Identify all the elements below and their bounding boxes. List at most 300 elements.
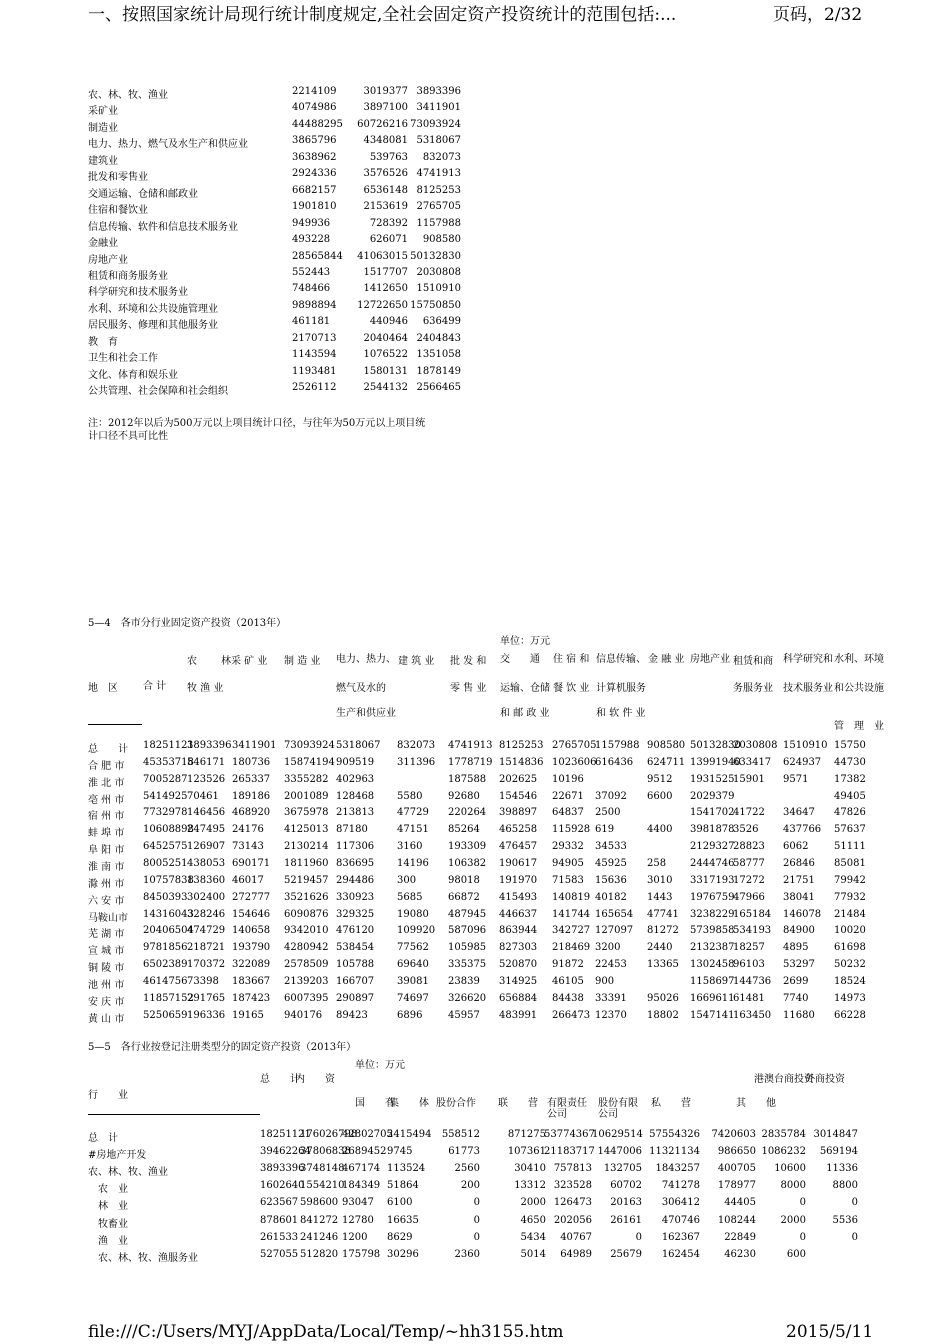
- table3-cell: 11321134: [649, 1146, 700, 1158]
- table2-cell: 29332: [552, 841, 584, 853]
- table2-cell: 66872: [448, 891, 480, 903]
- table2-cell: 77932: [834, 891, 866, 903]
- table2-cell: 123526: [187, 773, 226, 785]
- table1-row-value-2011: 949936: [292, 217, 331, 229]
- table3-cell: 3893396: [260, 1163, 305, 1175]
- table2-cell: 2500: [595, 807, 621, 819]
- table2-cell: 71583: [552, 874, 584, 886]
- table1-row-name: 住宿和餐饮业: [88, 205, 148, 217]
- table3-cell: 2360: [454, 1248, 480, 1260]
- table3-cell: 467174: [342, 1163, 381, 1175]
- table1-row-value-2011: 4074986: [292, 102, 337, 114]
- table2-cell: 832073: [397, 740, 436, 751]
- table2-cell: 6452575: [143, 841, 188, 853]
- table2-cell: 328246: [187, 908, 226, 920]
- table3-cell: 16635: [387, 1214, 419, 1226]
- table3-cell: 261533: [260, 1231, 299, 1243]
- table2-cell: 92680: [448, 790, 480, 802]
- table2-row-region: 宿 州 市: [88, 811, 125, 823]
- table2-cell: 3160: [397, 841, 423, 853]
- table3-cell: 241246: [300, 1231, 339, 1243]
- table2-cell: 474729: [187, 925, 226, 937]
- table2-cell: 154546: [499, 790, 538, 802]
- table2-cell: 1510910: [783, 740, 828, 751]
- table2-cell: 127097: [595, 925, 634, 937]
- table1-row-value-2013: 1878149: [416, 365, 461, 377]
- table1-row-value-2013: 832073: [422, 151, 461, 163]
- table1-row-value-2013: 908580: [422, 234, 461, 246]
- table2-header-manu: 制 造 业: [284, 656, 321, 667]
- table2-cell: 144736: [733, 975, 772, 987]
- table3-cell: 0: [851, 1197, 858, 1209]
- table2-cell: 1669611: [690, 992, 735, 1004]
- table3-cell: 200: [460, 1180, 480, 1192]
- table2-cell: 2139203: [284, 975, 329, 987]
- table1-row-value-2013: 3411901: [416, 102, 461, 114]
- table2-cell: 6062: [783, 841, 809, 853]
- table2-cell: 191970: [499, 874, 538, 886]
- table1-row-value-2013: 1157988: [416, 217, 461, 229]
- table3-row-name: 牧畜业: [88, 1218, 128, 1230]
- table3-cell: 93047: [342, 1197, 374, 1209]
- table1-row-name: 金融业: [88, 238, 118, 250]
- table2-cell: 11857152: [143, 992, 194, 1004]
- table1-row-name: 卫生和社会工作: [88, 353, 158, 365]
- table2-cell: 1158697: [690, 975, 735, 987]
- table2-cell: 656884: [499, 992, 538, 1004]
- table3-title: 5—5 各行业按登记注册类型分的固定资产投资（2013年）: [88, 1042, 357, 1053]
- table2-cell: 7005287: [143, 773, 188, 785]
- table2-cell: 10757838: [143, 874, 194, 886]
- table2-cell: 546171: [187, 756, 226, 768]
- table2-cell: 2699: [783, 975, 809, 987]
- table3-cell: 4650: [520, 1214, 546, 1226]
- table2-cell: 3675978: [284, 807, 329, 819]
- table3-row-name: 总 计: [88, 1133, 118, 1144]
- page-number: 页码，2/32: [773, 5, 863, 25]
- table3-header-llc2: 公司: [547, 1109, 567, 1120]
- table3-cell: 10600: [774, 1163, 806, 1175]
- table3-cell: 30296: [387, 1248, 419, 1260]
- table3-header-hmt: 港澳台商投资: [754, 1074, 814, 1085]
- table2-cell: 146078: [783, 908, 822, 920]
- table2-cell: 183667: [232, 975, 271, 987]
- table2-cell: 483991: [499, 1009, 538, 1021]
- table3-cell: 0: [799, 1231, 806, 1243]
- table1-row-value-2013: 1510910: [416, 283, 461, 295]
- table2-cell: 13991940: [690, 756, 741, 768]
- table2-header-fin: 金 融 业: [648, 654, 685, 665]
- table2-unit: 单位：万元: [500, 636, 550, 647]
- table3-cell: 8800: [832, 1180, 858, 1192]
- table1-row-value-2011: 2924336: [292, 168, 337, 180]
- table2-cell: 85081: [834, 857, 866, 869]
- table2-cell: 290897: [336, 992, 375, 1004]
- table2-cell: 23839: [448, 975, 480, 987]
- table2-cell: 534193: [733, 925, 772, 937]
- table2-cell: 1302458: [690, 959, 735, 971]
- table1-row-value-2011: 493228: [292, 234, 331, 246]
- table2-header-trans2: 运输、仓储: [500, 683, 550, 694]
- table2-cell: 2129327: [690, 841, 735, 853]
- table3-cell: 871275: [507, 1129, 546, 1140]
- table1-row-value-2013: 50132830: [410, 250, 461, 262]
- table2-cell: 6007395: [284, 992, 329, 1004]
- table2-cell: 58777: [733, 857, 765, 869]
- table2-cell: 74697: [397, 992, 429, 1004]
- table3-cell: 986650: [717, 1146, 756, 1158]
- table3-cell: 2835784: [761, 1129, 806, 1140]
- table3-cell: 108244: [717, 1214, 756, 1226]
- table2-header-trade1: 批 发 和: [450, 656, 487, 667]
- table2-cell: 47729: [397, 807, 429, 819]
- table2-cell: 73398: [187, 975, 219, 987]
- table3-cell: 176026798: [300, 1129, 358, 1140]
- table2-cell: 193309: [448, 841, 487, 853]
- table2-header-real: 房地产业: [690, 654, 730, 665]
- table2-cell: 19165: [232, 1009, 264, 1021]
- table3-cell: 11336: [826, 1163, 858, 1175]
- table2-cell: 73143: [232, 841, 264, 853]
- table3-header-rule: [88, 1114, 260, 1115]
- table3-cell: 5536: [832, 1214, 858, 1226]
- table2-cell: 98018: [448, 874, 480, 886]
- table2-cell: 476457: [499, 841, 538, 853]
- table1-row-value-2013: 73093924: [410, 118, 461, 130]
- table2-cell: 79942: [834, 874, 866, 886]
- table2-cell: 1931525: [690, 773, 735, 785]
- table1-row-value-2012: 539763: [369, 151, 408, 163]
- table2-cell: 3526: [733, 824, 759, 836]
- table2-cell: 836695: [336, 857, 375, 869]
- table2-cell: 22453: [595, 959, 627, 971]
- table1-row-value-2013: 8125253: [416, 184, 461, 196]
- table2-header-lease1: 租赁和商: [733, 656, 773, 667]
- table2-cell: 115928: [552, 824, 591, 836]
- table2-cell: 5250659: [143, 1009, 188, 1021]
- table2-cell: 342727: [552, 925, 591, 937]
- table2-header-agri2: 牧 渔 业: [187, 683, 224, 694]
- table2-cell: 13365: [647, 959, 679, 971]
- table2-row-region: 池 州 市: [88, 979, 125, 991]
- table3-header-stock1: 股份有限: [598, 1098, 638, 1109]
- table2-cell: 1778719: [448, 756, 493, 768]
- table2-cell: 17272: [733, 874, 765, 886]
- table3-header-llc1: 有限责任: [547, 1098, 587, 1109]
- table3-header-foreign: 外商投资: [805, 1074, 845, 1085]
- table3-cell: 18251121: [260, 1129, 311, 1140]
- table2-header-power3: 生产和供应业: [336, 708, 396, 719]
- table3-row-name: 农、林、牧、渔服务业: [88, 1252, 198, 1264]
- table2-cell: 8450393: [143, 891, 188, 903]
- table1-row-name: 租赁和商务服务业: [88, 270, 168, 282]
- table2-cell: 291765: [187, 992, 226, 1004]
- table3-cell: 12780: [342, 1214, 374, 1226]
- table2-cell: 3981878: [690, 824, 735, 836]
- table3-cell: 400705: [717, 1163, 756, 1175]
- table2-cell: 17382: [834, 773, 866, 785]
- table3-cell: 13312: [514, 1180, 546, 1192]
- table3-cell: 0: [635, 1231, 642, 1243]
- table1-row-name: 农、林、牧、渔业: [88, 90, 168, 101]
- table2-cell: 322089: [232, 959, 271, 971]
- table2-cell: 1514836: [499, 756, 544, 768]
- table2-cell: 446637: [499, 908, 538, 920]
- table2-cell: 66228: [834, 1009, 866, 1021]
- table2-cell: 20406504: [143, 925, 194, 937]
- table2-cell: 5580: [397, 790, 423, 802]
- table2-cell: 84900: [783, 925, 815, 937]
- table2-cell: 45353718: [143, 756, 194, 768]
- table2-cell: 294486: [336, 874, 375, 886]
- table2-title: 5—4 各市分行业固定资产投资（2013年）: [88, 618, 287, 629]
- table2-cell: 487945: [448, 908, 487, 920]
- table1-row-name: 批发和零售业: [88, 172, 148, 184]
- table3-cell: 0: [473, 1214, 480, 1226]
- table3-row-name: 林 业: [88, 1201, 128, 1213]
- table1-row-value-2011: 748466: [292, 283, 331, 295]
- table2-cell: 50232: [834, 959, 866, 971]
- table2-cell: 46017: [232, 874, 264, 886]
- table2-header-it3: 和 软 件 业: [596, 708, 646, 719]
- table3-cell: 132705: [603, 1163, 642, 1175]
- table2-cell: 190617: [499, 857, 538, 869]
- table3-cell: 5014: [520, 1248, 546, 1260]
- table2-row-region: 安 庆 市: [88, 996, 125, 1008]
- table2-cell: 109920: [397, 925, 436, 937]
- table2-cell: 40182: [595, 891, 627, 903]
- table2-cell: 11680: [783, 1009, 815, 1021]
- table2-header-trans1: 交 通: [500, 654, 540, 665]
- table2-row-region: 马鞍山市: [88, 912, 128, 924]
- table3-cell: 1554210: [300, 1180, 345, 1192]
- table2-cell: 265337: [232, 773, 271, 785]
- table2-cell: 163450: [733, 1009, 772, 1021]
- table3-header-stock2: 公司: [598, 1109, 618, 1120]
- table2-cell: 105788: [336, 959, 375, 971]
- table1-row-value-2012: 3897100: [363, 102, 408, 114]
- table2-cell: 311396: [397, 756, 436, 768]
- table2-cell: 9571: [783, 773, 809, 785]
- table2-cell: 141744: [552, 908, 591, 920]
- table2-cell: 335375: [448, 959, 487, 971]
- table2-cell: 6600: [647, 790, 673, 802]
- table2-header-total: 合 计: [143, 681, 167, 692]
- table1-row-value-2012: 4348081: [363, 135, 408, 147]
- table3-header-total: 总 计: [260, 1074, 300, 1085]
- table2-cell: 624937: [783, 756, 822, 768]
- table2-cell: 18251121: [143, 740, 194, 751]
- table2-cell: 140819: [552, 891, 591, 903]
- table1-row-value-2013: 5318067: [416, 135, 461, 147]
- table2-cell: 616436: [595, 756, 634, 768]
- table3-cell: 51864: [387, 1180, 419, 1192]
- table2-header-trade2: 零 售 业: [450, 683, 487, 694]
- table2-cell: 70461: [187, 790, 219, 802]
- table2-cell: 117306: [336, 841, 375, 853]
- table2-cell: 94905: [552, 857, 584, 869]
- table2-cell: 9342010: [284, 925, 329, 937]
- table3-unit: 单位：万元: [355, 1060, 405, 1071]
- table2-cell: 415493: [499, 891, 538, 903]
- table3-row-name: 农、林、牧、渔业: [88, 1167, 168, 1179]
- table2-cell: 47741: [647, 908, 679, 920]
- table2-header-power2: 燃气及水的: [336, 683, 386, 694]
- table1-row-value-2012: 1412650: [363, 283, 408, 295]
- table1-row-value-2011: 1193481: [292, 365, 337, 377]
- table2-header-hotel2: 餐 饮 业: [553, 683, 590, 694]
- table2-cell: 49405: [834, 790, 866, 802]
- table1-row-value-2011: 3638962: [292, 151, 337, 163]
- table2-cell: 24176: [232, 824, 264, 836]
- table2-header-it2: 计算机服务: [596, 683, 646, 694]
- table3-cell: 1843257: [655, 1163, 700, 1175]
- table1-row-value-2011: 2170713: [292, 332, 337, 344]
- table3-cell: 1086232: [761, 1146, 806, 1158]
- table2-cell: 302400: [187, 891, 226, 903]
- table2-cell: 258: [647, 857, 667, 869]
- table1-row-value-2011: 2214109: [292, 86, 337, 97]
- table2-cell: 2030808: [733, 740, 778, 751]
- table3-cell: 323528: [553, 1180, 592, 1192]
- table2-header-constr: 建 筑 业: [398, 656, 435, 667]
- table2-cell: 193790: [232, 942, 271, 954]
- table3-cell: 878601: [260, 1214, 299, 1226]
- table2-cell: 91872: [552, 959, 584, 971]
- table2-header-water2: 和公共设施: [834, 683, 884, 694]
- table2-cell: 520870: [499, 959, 538, 971]
- table2-cell: 220264: [448, 807, 487, 819]
- table2-cell: 202625: [499, 773, 538, 785]
- table2-cell: 3411901: [232, 740, 277, 751]
- table2-cell: 14316043: [143, 908, 194, 920]
- table1-row-value-2012: 41063015: [357, 250, 408, 262]
- table2-cell: 1443: [647, 891, 673, 903]
- table2-cell: 2130214: [284, 841, 329, 853]
- table2-cell: 85264: [448, 824, 480, 836]
- table3-cell: 3014847: [813, 1129, 858, 1140]
- table2-cell: 5685: [397, 891, 423, 903]
- table2-cell: 468920: [232, 807, 271, 819]
- table2-cell: 77562: [397, 942, 429, 954]
- table3-cell: 306412: [661, 1197, 700, 1209]
- table2-cell: 61698: [834, 942, 866, 954]
- table3-cell: 0: [799, 1197, 806, 1209]
- table2-cell: 213813: [336, 807, 375, 819]
- table3-cell: 113524: [387, 1163, 426, 1175]
- table2-cell: 73093924: [284, 740, 335, 751]
- table2-row-region: 六 安 市: [88, 895, 125, 907]
- table2-cell: 166707: [336, 975, 375, 987]
- table2-cell: 218721: [187, 942, 226, 954]
- table1-row-value-2012: 1517707: [363, 266, 408, 278]
- table2-cell: 47826: [834, 807, 866, 819]
- table2-row-region: 淮 南 市: [88, 861, 125, 873]
- table1-row-value-2011: 2526112: [292, 382, 337, 394]
- table1-row-value-2013: 2404843: [416, 332, 461, 344]
- table3-cell: 61773: [448, 1146, 480, 1158]
- table2-cell: 140658: [232, 925, 271, 937]
- table2-cell: 398897: [499, 807, 538, 819]
- table2-cell: 2132387: [690, 942, 735, 954]
- table2-cell: 1976759: [690, 891, 735, 903]
- file-path: file:///C:/Users/MYJ/AppData/Local/Temp/~hh3155.htm: [88, 1322, 564, 1342]
- table2-cell: 3238229: [690, 908, 735, 920]
- table2-cell: 1811960: [284, 857, 329, 869]
- table3-cell: 202056: [553, 1214, 592, 1226]
- table1-row-value-2012: 3576526: [363, 168, 408, 180]
- table1-row-value-2011: 6682157: [292, 184, 337, 196]
- table3-cell: 1447006: [597, 1146, 642, 1158]
- table2-cell: 95026: [647, 992, 679, 1004]
- table1-row-value-2011: 44488295: [292, 118, 343, 130]
- table3-cell: 107361: [507, 1146, 546, 1158]
- table2-cell: 5414925: [143, 790, 188, 802]
- table2-row-region: 合 肥 市: [88, 760, 125, 772]
- table2-cell: 3317193: [690, 874, 735, 886]
- table2-cell: 300: [397, 874, 417, 886]
- table2-row-region: 滁 州 市: [88, 878, 125, 890]
- table2-cell: 4614756: [143, 975, 188, 987]
- table2-cell: 187423: [232, 992, 271, 1004]
- table1-row-name: 文化、体育和娱乐业: [88, 369, 178, 381]
- table3-cell: 42802705: [342, 1129, 393, 1140]
- table3-cell: 162454: [661, 1248, 700, 1260]
- table2-header-it1: 信息传输、: [596, 654, 646, 665]
- table2-cell: 3521626: [284, 891, 329, 903]
- table2-cell: 44730: [834, 756, 866, 768]
- table1-row-value-2012: 60726216: [357, 118, 408, 130]
- table3-header-state: 国 有: [355, 1098, 395, 1109]
- table2-cell: 138360: [187, 874, 226, 886]
- table1-row-value-2013: 15750850: [410, 299, 461, 311]
- table1-row-value-2013: 636499: [422, 316, 461, 328]
- table2-cell: 10196: [552, 773, 584, 785]
- table2-cell: 170372: [187, 959, 226, 971]
- table2-cell: 690171: [232, 857, 271, 869]
- table3-header-coop: 股份合作: [436, 1098, 476, 1109]
- table1-row-name: 科学研究和技术服务业: [88, 287, 188, 299]
- table3-cell: 30410: [514, 1163, 546, 1175]
- table3-cell: 175798: [342, 1248, 381, 1260]
- table3-cell: 3748148: [300, 1163, 345, 1175]
- table3-cell: 39462264: [260, 1146, 311, 1158]
- table3-header-collective: 集 体: [389, 1098, 429, 1109]
- print-date: 2015/5/11: [786, 1322, 874, 1342]
- table3-cell: 470746: [661, 1214, 700, 1226]
- table2-header-hotel1: 住 宿 和: [553, 654, 590, 665]
- table1-row-value-2013: 4741913: [416, 168, 461, 180]
- table3-cell: 184349: [342, 1180, 381, 1192]
- table1-row-name: 居民服务、修理和其他服务业: [88, 320, 218, 332]
- table2-cell: 3010: [647, 874, 673, 886]
- table2-cell: 908580: [647, 740, 686, 751]
- table3-cell: 6100: [387, 1197, 413, 1209]
- table3-cell: 64989: [560, 1248, 592, 1260]
- table1-row-name: 采矿业: [88, 106, 118, 118]
- table2-cell: 10608898: [143, 824, 194, 836]
- table2-header-region: 地 区: [88, 683, 118, 694]
- table2-cell: 2029379: [690, 790, 735, 802]
- table2-cell: 9781856: [143, 942, 188, 954]
- table2-cell: 900: [595, 975, 615, 987]
- table2-cell: 51111: [834, 841, 866, 853]
- table3-cell: 44405: [724, 1197, 756, 1209]
- table2-row-region: 阜 阳 市: [88, 845, 125, 857]
- table3-cell: 8000: [780, 1180, 806, 1192]
- table2-cell: 89423: [336, 1009, 368, 1021]
- table3-cell: 37806838: [300, 1146, 351, 1158]
